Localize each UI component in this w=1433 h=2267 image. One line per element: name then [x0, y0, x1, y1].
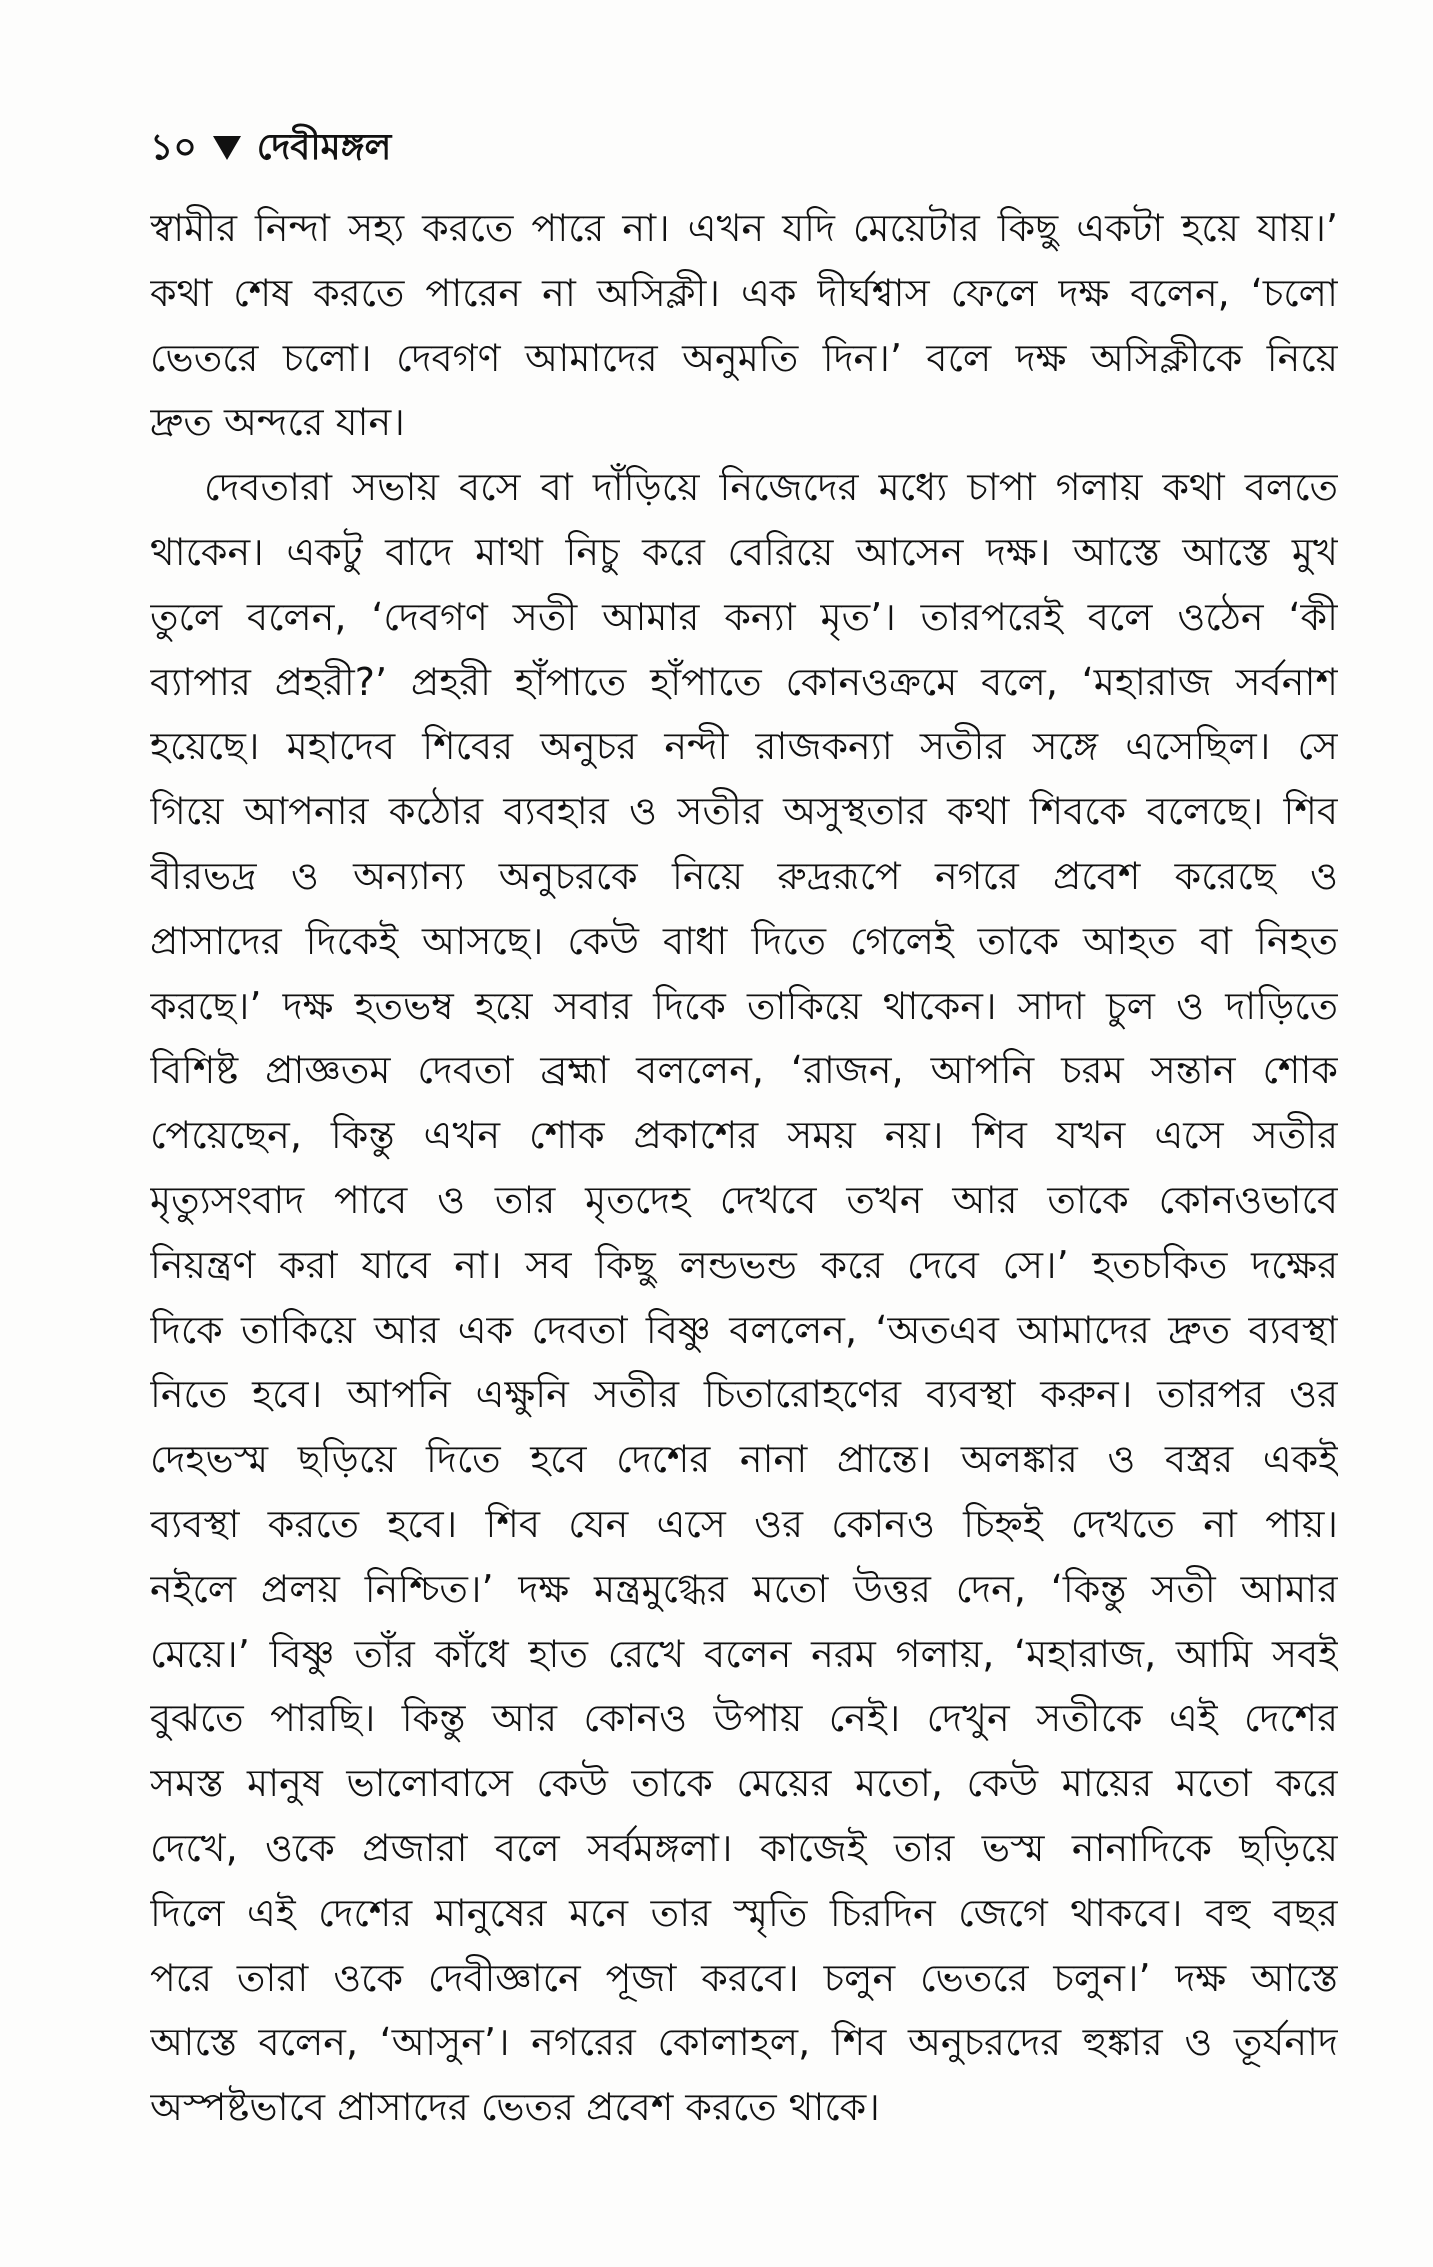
- text-line: সমস্ত মানুষ ভালোবাসে কেউ তাকে মেয়ের মতো, কেউ মায়ের মতো করে: [150, 1761, 1338, 1806]
- body-text: [150, 196, 1338, 2140]
- text-line: পেয়েছেন, কিন্তু এখন শোক প্রকাশের সময় নয়। শিব যখন এসে সতীর: [150, 1113, 1338, 1158]
- book-title: দেবীমঙ্গল: [256, 127, 392, 168]
- text-line: দ্রুত অন্দরে যান।: [150, 400, 405, 445]
- text-line: পরে তারা ওকে দেবীজ্ঞানে পূজা করবে। চলুন ভেতরে চলুন।’ দক্ষ আস্তে: [150, 1955, 1338, 2000]
- text-line: স্বামীর নিন্দা সহ্য করতে পারে না। এখন যদি মেয়েটার কিছু একটা হয়ে যায়।’: [150, 206, 1338, 250]
- text-line: থাকেন। একটু বাদে মাথা নিচু করে বেরিয়ে আসেন দক্ষ। আস্তে আস্তে মুখ: [150, 529, 1338, 574]
- text-line: দিকে তাকিয়ে আর এক দেবতা বিষ্ণু বললেন, ‘অতএব আমাদের দ্রুত ব্যবস্থা: [150, 1307, 1338, 1352]
- text-line: তুলে বলেন, ‘দেবগণ সতী আমার কন্যা মৃত’। তারপরেই বলে ওঠেন ‘কী: [150, 594, 1338, 639]
- text-line: ব্যাপার প্রহরী?’ প্রহরী হাঁপাতে হাঁপাতে কোনওক্রমে বলে, ‘মহারাজ সর্বনাশ: [150, 659, 1338, 704]
- text-line: দেখে, ওকে প্রজারা বলে সর্বমঙ্গলা। কাজেই তার ভস্ম নানাদিকে ছড়িয়ে: [150, 1825, 1338, 1870]
- text-line: বুঝতে পারছি। কিন্তু আর কোনও উপায় নেই। দেখুন সতীকে এই দেশের: [150, 1696, 1338, 1741]
- text-line: নইলে প্রলয় নিশ্চিত।’ দক্ষ মন্ত্রমুগ্ধের মতো উত্তর দেন, ‘কিন্তু সতী আমার: [150, 1566, 1338, 1611]
- text-line: দিলে এই দেশের মানুষের মনে তার স্মৃতি চিরদিন জেগে থাকবে। বহু বছর: [150, 1890, 1338, 1935]
- text-line: হয়েছে। মহাদেব শিবের অনুচর নন্দী রাজকন্যা সতীর সঙ্গে এসেছিল। সে: [150, 724, 1338, 769]
- text-line: মৃত্যুসংবাদ পাবে ও তার মৃতদেহ দেখবে তখন আর তাকে কোনওভাবে: [150, 1177, 1338, 1222]
- text-line: দেহভস্ম ছড়িয়ে দিতে হবে দেশের নানা প্রান্তে। অলঙ্কার ও বস্ত্রর একই: [150, 1437, 1338, 1482]
- text-line: করছে।’ দক্ষ হতভম্ব হয়ে সবার দিকে তাকিয়ে থাকেন। সাদা চুল ও দাড়িতে: [150, 983, 1338, 1028]
- text-line: প্রাসাদের দিকেই আসছে। কেউ বাধা দিতে গেলেই তাকে আহত বা নিহত: [150, 918, 1338, 963]
- text-line: অস্পষ্টভাবে প্রাসাদের ভেতর প্রবেশ করতে থাকে।: [150, 2085, 880, 2130]
- text-line: বীরভদ্র ও অন্যান্য অনুচরকে নিয়ে রুদ্ররূপে নগরে প্রবেশ করেছে ও: [150, 853, 1338, 898]
- text-line: ভেতরে চলো। দেবগণ আমাদের অনুমতি দিন।’ বলে দক্ষ অসিক্লীকে নিয়ে: [150, 335, 1338, 380]
- running-header: [150, 118, 391, 178]
- page-number: ১০: [150, 127, 197, 168]
- triangle-down-icon: [213, 136, 241, 160]
- text-line: কথা শেষ করতে পারেন না অসিক্লী। এক দীর্ঘশ্বাস ফেলে দক্ষ বলেন, ‘চলো: [150, 270, 1338, 315]
- text-line: নিতে হবে। আপনি এক্ষুনি সতীর চিতারোহণের ব্যবস্থা করুন। তারপর ওর: [150, 1372, 1338, 1417]
- text-line: বিশিষ্ট প্রাজ্ঞতম দেবতা ব্রহ্মা বললেন, ‘রাজন, আপনি চরম সন্তান শোক: [150, 1048, 1338, 1093]
- text-line: গিয়ে আপনার কঠোর ব্যবহার ও সতীর অসুস্থতার কথা শিবকে বলেছে। শিব: [150, 789, 1338, 834]
- text-line: আস্তে বলেন, ‘আসুন’। নগরের কোলাহল, শিব অনুচরদের হুঙ্কার ও তূর্যনাদ: [150, 2020, 1338, 2065]
- text-line: নিয়ন্ত্রণ করা যাবে না। সব কিছু লন্ডভন্ড করে দেবে সে।’ হতচকিত দক্ষের: [150, 1242, 1338, 1287]
- text-line: মেয়ে।’ বিষ্ণু তাঁর কাঁধে হাত রেখে বলেন নরম গলায়, ‘মহারাজ, আমি সবই: [150, 1631, 1338, 1676]
- text-line: দেবতারা সভায় বসে বা দাঁড়িয়ে নিজেদের মধ্যে চাপা গলায় কথা বলতে: [204, 465, 1338, 510]
- text-line: ব্যবস্থা করতে হবে। শিব যেন এসে ওর কোনও চিহ্নই দেখতে না পায়।: [150, 1501, 1338, 1546]
